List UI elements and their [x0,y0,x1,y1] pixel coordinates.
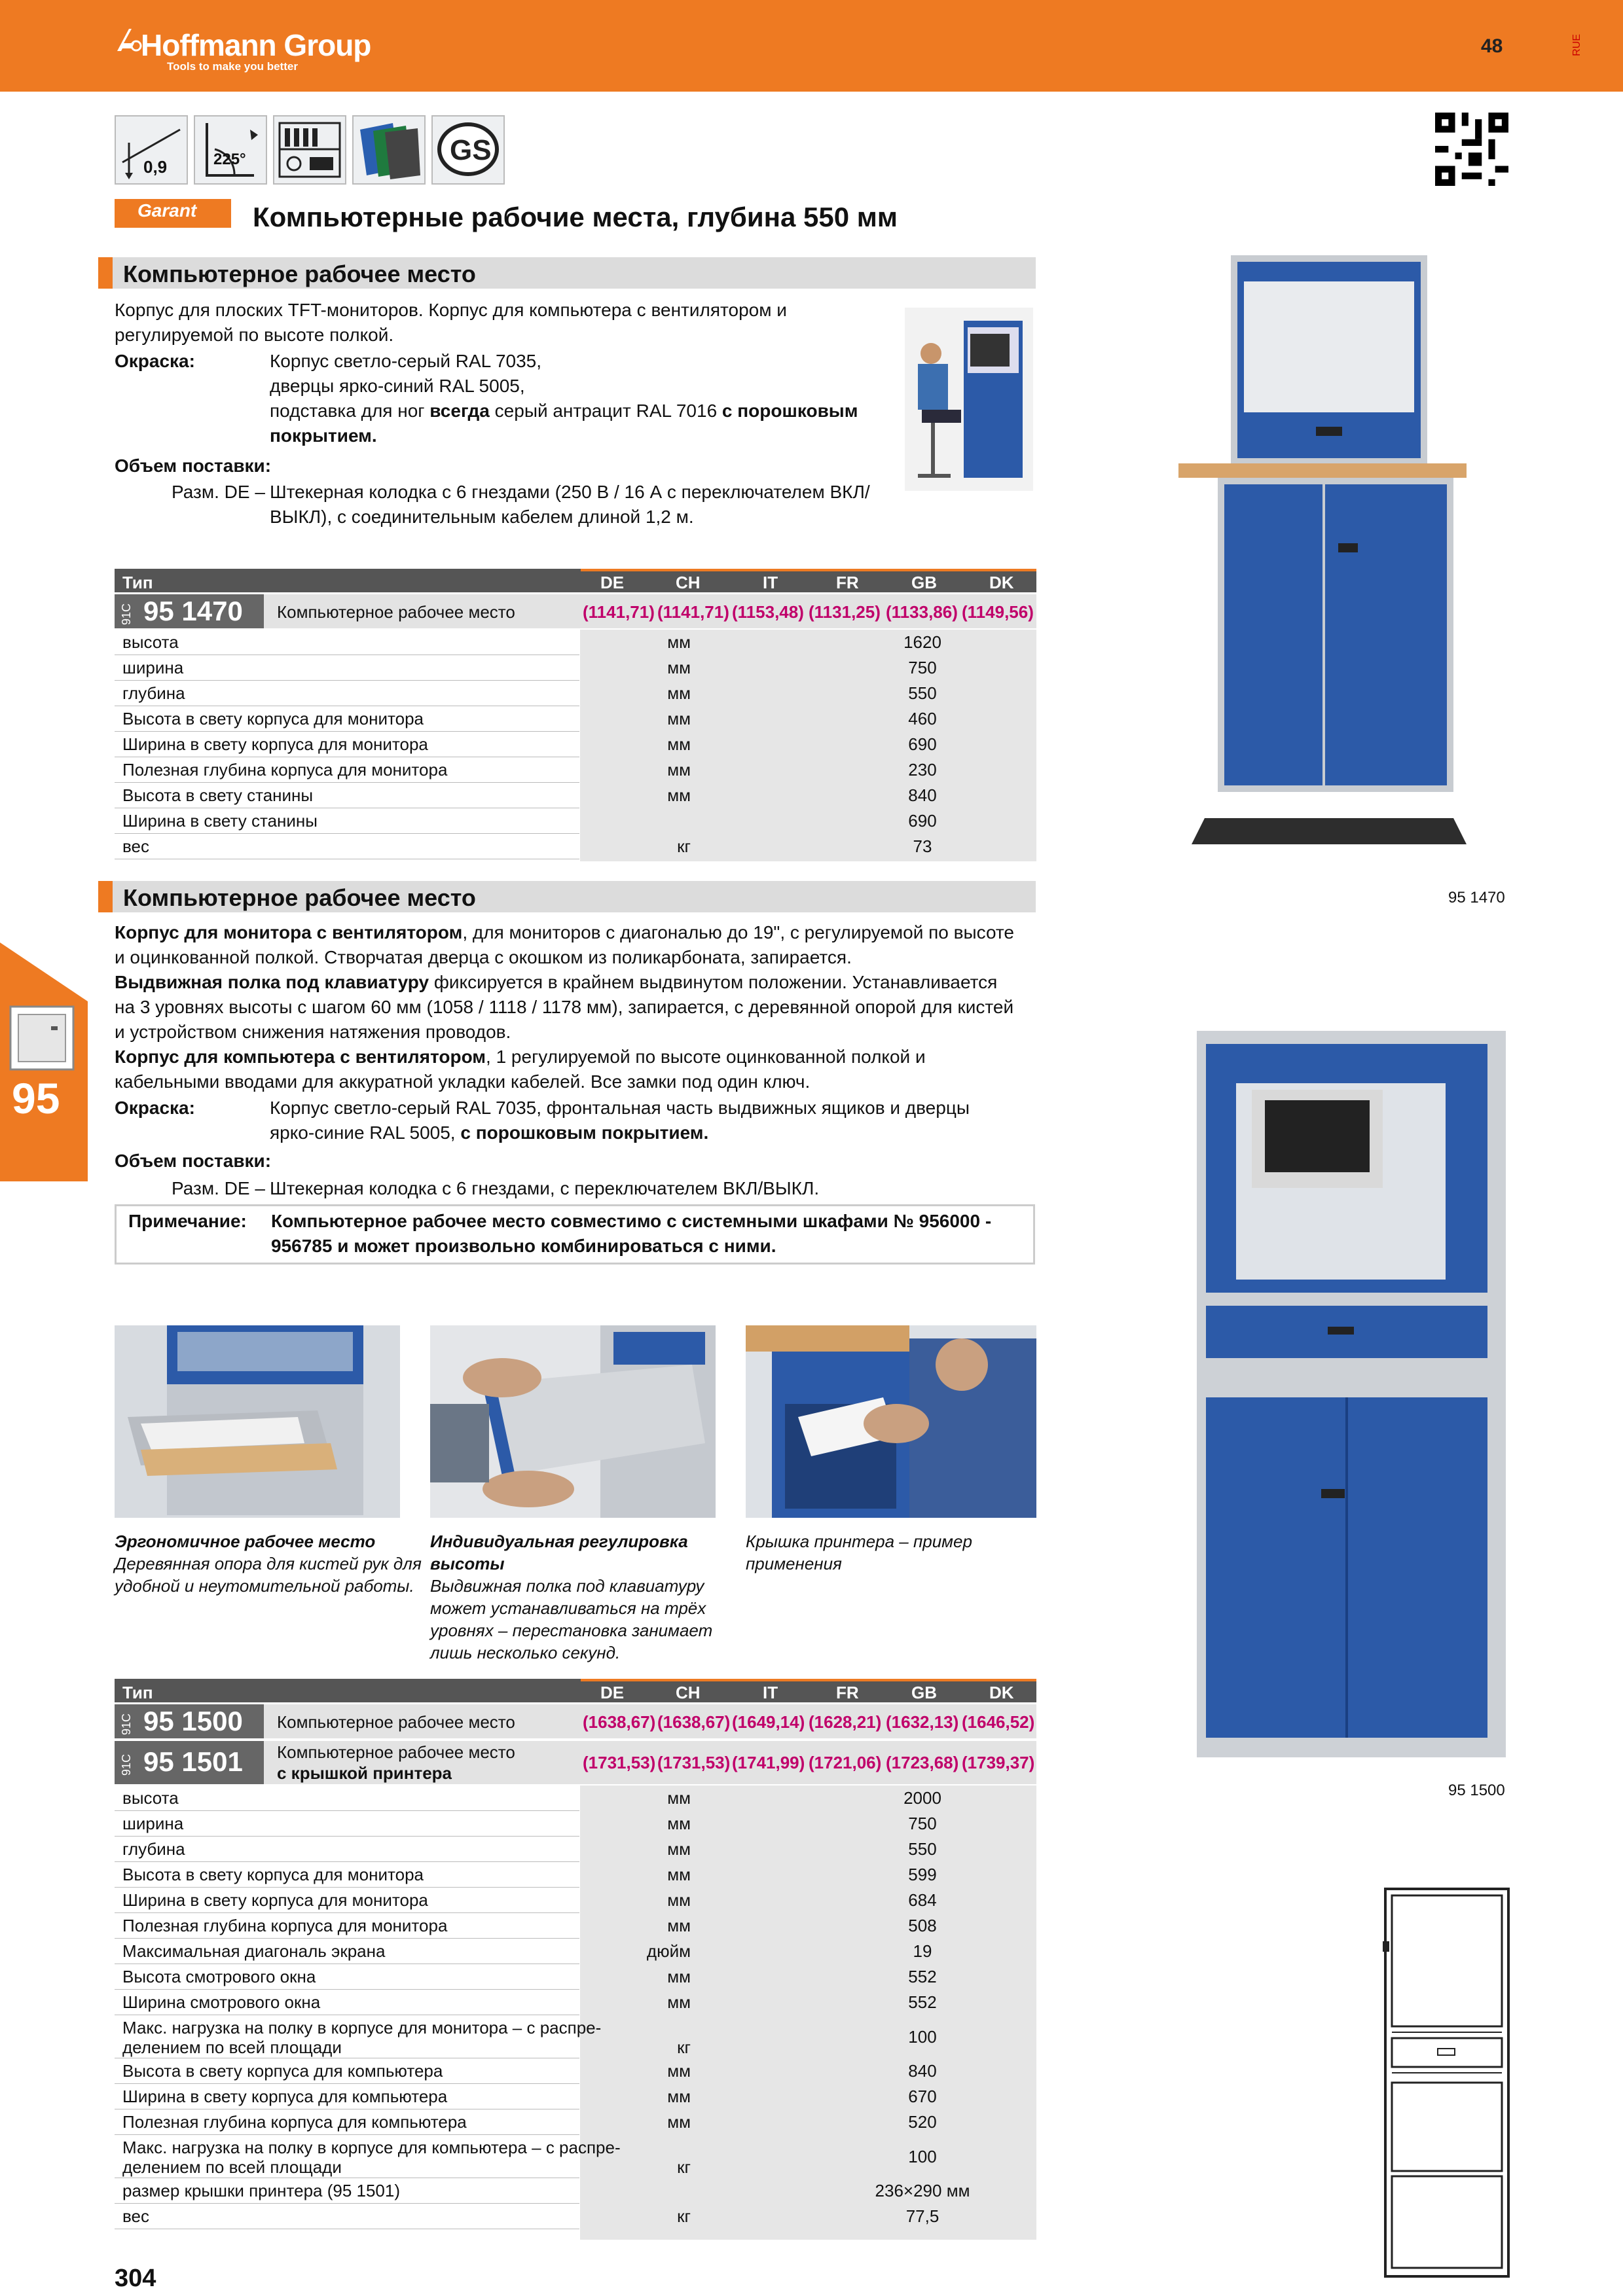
height-adjust-photo [430,1325,716,1518]
caption-title: Эргономичное рабочее место [115,1532,376,1551]
spec-unit: мм [667,760,691,780]
spec-value: 552 [908,1967,937,1986]
spec-value: 19 [913,1941,932,1961]
spec-name: Полезная глубина корпуса для компьютера [122,2112,467,2132]
caption-line: уровнях – перестановка занимает [430,1621,713,1640]
spec-name: ширина [122,658,184,677]
spec-row [115,1939,1036,1964]
description-line: Выдвижная полка под клавиатуру фиксируется в крайнем выдвинутом положении. Устанавливается [115,972,998,992]
paint-label: Окраска: [115,1098,195,1118]
ruler-slope-icon [115,115,188,185]
col-ch: CH [676,573,701,592]
price-fr: (1131,25) [809,602,881,622]
spec-unit: мм [667,1814,691,1833]
col-fr: FR [836,1683,859,1702]
spec-row [115,2204,1036,2229]
price-gb: (1133,86) [886,602,958,622]
supply-line: Штекерная колодка с 6 гнездами (250 В / 16 А с переключателем ВКЛ/ [270,482,870,502]
spec-row [115,834,1036,859]
caption-title: высоты [430,1554,505,1573]
item-number-cell: 91C 95 1501 [115,1741,264,1784]
color-swatches-icon [352,115,426,185]
spec-row [115,1913,1036,1939]
table-header [115,569,1036,592]
price-fr: (1721,06) [809,1753,882,1772]
price-dk: (1739,37) [962,1753,1035,1772]
spec-unit: мм [667,1916,691,1935]
spec-value: 236×290 мм [875,2181,970,2200]
spec-row [115,2058,1036,2084]
keyboard-tray-photo [115,1325,400,1518]
spec-row [115,808,1036,834]
brand-tagline: Tools to make you better [167,60,298,73]
section-heading-1 [98,257,1036,289]
col-de: DE [600,1683,625,1702]
image-label: 95 1470 [1448,889,1505,906]
spec-unit: мм [667,1890,691,1910]
paint-line: Корпус светло-серый RAL 7035, [270,351,542,371]
product-image-951500 [1197,1031,1506,1757]
cabinet-schematic-icon [1383,1886,1511,2279]
col-dk: DK [989,573,1014,592]
price-de: (1638,67) [583,1712,656,1732]
item-name-sub: с крышкой принтера [277,1763,452,1783]
description-line: и устройством снижения натяжения проводов. [115,1022,511,1042]
spec-unit: мм [667,658,691,677]
hoffmann-logo-icon [115,25,142,54]
caption-line: Выдвижная полка под клавиатуру [430,1576,704,1596]
supply-line: ВЫКЛ), с соединительным кабелем длиной 1,2 м. [270,507,694,527]
spec-unit: мм [667,734,691,754]
note-box [115,1204,1035,1265]
compartments-icon [273,115,346,185]
spec-name: вес [122,2206,149,2226]
description-line: Корпус для плоских TFT-мониторов. Корпус для компьютера с вентилятором и [115,300,787,320]
type-column-header: Тип [122,1683,153,1702]
brand-name[interactable]: Hoffmann Group [141,28,371,62]
catalog-page-number: 48 [1481,35,1503,57]
spec-unit: мм [667,1788,691,1808]
spec-row [115,2178,1036,2204]
caption-line: удобной и неутомительной работы. [115,1576,414,1596]
supply-prefix: Разм. DE – [172,482,265,502]
col-gb: GB [911,573,937,592]
price-it: (1649,14) [732,1712,805,1732]
price-gb: (1632,13) [886,1712,959,1732]
angle-value: 225° [213,151,246,168]
description-line: на 3 уровнях высоты с шагом 60 мм (1058 / 1118 / 1178 мм), запирается, с деревянной опорой для кистей [115,997,1014,1017]
spec-row [115,1837,1036,1862]
spec-name: Макс. нагрузка на полку в корпусе для монитора – с распре- [122,2018,602,2037]
spec-value: 552 [908,1992,937,2012]
item-name: Компьютерное рабочее место [277,1712,515,1732]
table-row[interactable] [115,1741,1036,1784]
caption-title: Индивидуальная регулировка [430,1532,688,1551]
caption-line: применения [746,1554,842,1573]
spec-value: 2000 [903,1788,941,1808]
price-it: (1741,99) [732,1753,805,1772]
spec-value: 684 [908,1890,937,1910]
spec-unit: кг [677,2206,691,2226]
paint-label: Окраска: [115,351,195,371]
spec-unit: дюйм [646,1941,691,1961]
spec-row [115,630,1036,655]
spec-unit: мм [667,1839,691,1859]
spec-value: 750 [908,1814,937,1833]
spec-row [115,2135,1036,2178]
price-fr: (1628,21) [809,1712,882,1732]
description-line: регулируемой по высоте полкой. [115,325,394,345]
spec-unit: мм [667,2061,691,2081]
spec-row [115,2015,1036,2058]
price-dk: (1646,52) [962,1712,1035,1732]
spec-name: высота [122,1788,179,1808]
item-number-cell: 91C 95 1470 [115,594,264,628]
col-dk: DK [989,1683,1014,1702]
price-ch: (1141,71) [657,602,729,622]
spec-name: ширина [122,1814,184,1833]
spec-name: Высота в свету корпуса для компьютера [122,2061,443,2081]
spec-row [115,706,1036,732]
product-image-951470 [1178,255,1480,870]
spec-row [115,2109,1036,2135]
table-row[interactable] [115,594,1036,628]
spec-unit: кг [677,2037,691,2057]
spec-unit: кг [677,836,691,856]
spec-unit: мм [667,2087,691,2106]
qr-code-icon[interactable] [1435,113,1508,186]
spec-row [115,1785,1036,1811]
spec-unit: мм [667,785,691,805]
spec-name: Ширина в свету станины [122,811,318,831]
garant-label: Garant [137,200,197,221]
spec-value: 750 [908,658,937,677]
spec-unit: мм [667,1992,691,2012]
chapter-tab[interactable] [0,942,88,1181]
col-it: IT [763,1683,778,1702]
spec-name: глубина [122,1839,185,1859]
item-number[interactable]: 95 1470 [143,596,243,626]
item-name: Компьютерное рабочее место [277,602,515,622]
spec-value: 690 [908,811,937,831]
spec-row [115,2084,1036,2109]
col-de: DE [600,573,625,592]
spec-unit: кг [677,2157,691,2177]
col-it: IT [763,573,778,592]
spec-unit: мм [667,709,691,728]
note-label: Примечание: [128,1211,247,1231]
note-line: Компьютерное рабочее место совместимо с системными шкафами № 956000 - [271,1211,992,1231]
price-ch: (1731,53) [657,1753,731,1772]
spec-name: Ширина смотрового окна [122,1992,321,2012]
spec-name: Полезная глубина корпуса для монитора [122,760,448,780]
spec-row [115,732,1036,757]
item-number-cell: 91C 95 1500 [115,1704,264,1738]
section-heading-2 [98,881,1036,912]
paint-line: подставка для ног всегда серый антрацит RAL 7016 с порошковым [270,401,858,421]
spec-value: 840 [908,785,937,805]
description-line: и оцинкованной полкой. Створчатая дверца с окошком из поликарбоната, запирается. [115,947,852,967]
image-label: 95 1500 [1448,1782,1505,1799]
spec-name: Ширина в свету корпуса для монитора [122,1890,428,1910]
paint-line: покрытием. [270,425,377,446]
spec-row [115,1964,1036,1990]
spec-name: Максимальная диагональ экрана [122,1941,386,1961]
spec-unit: мм [667,1865,691,1884]
spec-unit: мм [667,683,691,703]
spec-value: 690 [908,734,937,754]
printer-cover-photo [746,1325,1036,1518]
spec-name: Макс. нагрузка на полку в корпусе для компьютера – с распре- [122,2138,621,2157]
spec-name: Высота в свету корпуса для монитора [122,709,424,728]
spec-name-cont: делением по всей площади [122,2037,342,2057]
table-row[interactable] [115,1704,1036,1738]
workstation-photo [905,308,1033,491]
spec-name: Полезная глубина корпуса для монитора [122,1916,448,1935]
spec-value: 670 [908,2087,937,2106]
supply-line: Штекерная колодка с 6 гнездами, с переключателем ВКЛ/ВЫКЛ. [270,1178,820,1198]
spec-name: высота [122,632,179,652]
caption-line: лишь несколько секунд. [430,1643,621,1662]
spec-value: 230 [908,760,937,780]
spec-row [115,1990,1036,2015]
price-ch: (1638,67) [657,1712,731,1732]
spec-value: 73 [913,836,932,856]
spec-value: 520 [908,2112,937,2132]
price-dk: (1149,56) [962,602,1034,622]
description-line: Корпус для монитора с вентилятором, для мониторов с диагональю до 19", с регулируемой по высоте [115,922,1015,942]
spec-value: 1620 [903,632,941,652]
spec-value: 599 [908,1865,937,1884]
spec-value: 100 [908,2027,937,2047]
description-line: Корпус для компьютера с вентилятором, 1 регулируемой по высоте оцинкованной полкой и [115,1047,926,1067]
spec-name: Ширина в свету корпуса для компьютера [122,2087,448,2106]
paint-line: ярко-синие RAL 5005, с порошковым покрытием. [270,1122,709,1143]
spec-row [115,1862,1036,1888]
section-title: Компьютерное рабочее место [123,884,476,911]
item-name: Компьютерное рабочее место [277,1742,515,1762]
spec-row [115,757,1036,783]
spec-name-cont: делением по всей площади [122,2157,342,2177]
spec-row [115,681,1036,706]
spec-unit: мм [667,632,691,652]
paint-line: дверцы ярко-синий RAL 5005, [270,376,525,396]
description-line: кабельными вводами для аккуратной укладки кабелей. Все замки под один ключ. [115,1071,811,1092]
spec-name: Высота в свету корпуса для монитора [122,1865,424,1884]
page-number: 304 [115,2265,156,2292]
note-line: 956785 и может произвольно комбинироваться с ними. [271,1236,776,1256]
item-number[interactable]: 95 1500 [143,1706,243,1736]
price-de: (1141,71) [583,602,655,622]
caption-line: Крышка принтера – пример [746,1532,972,1551]
spec-row [115,1888,1036,1913]
page-title: Компьютерные рабочие места, глубина 550 мм [253,202,898,232]
col-fr: FR [836,573,859,592]
spec-row [115,655,1036,681]
spec-value: 77,5 [905,2206,939,2226]
spec-value: 550 [908,1839,937,1859]
spec-name: Высота смотрового окна [122,1967,316,1986]
price-it: (1153,48) [732,602,804,622]
table-header [115,1679,1036,1702]
spec-name: вес [122,836,149,856]
chapter-number: 95 [12,1074,60,1122]
spec-value: 100 [908,2147,937,2166]
spec-name: Ширина в свету корпуса для монитора [122,734,428,754]
caption-line: может устанавливаться на трёх [430,1598,706,1618]
gs-certified-icon [431,115,505,185]
spec-row [115,783,1036,808]
language-tag: RUE [1571,34,1582,56]
spec-value: 508 [908,1916,937,1935]
type-column-header: Тип [122,573,153,592]
spec-row [115,1811,1036,1837]
col-ch: CH [676,1683,701,1702]
spec-unit: мм [667,1967,691,1986]
price-de: (1731,53) [583,1753,656,1772]
section-title: Компьютерное рабочее место [123,260,476,287]
supply-prefix: Разм. DE – [172,1178,265,1198]
spec-value: 460 [908,709,937,728]
supply-label: Объем поставки: [115,456,272,476]
caption-line: Деревянная опора для кистей рук для [115,1554,422,1573]
door-angle-icon [194,115,267,185]
slope-value: 0,9 [143,157,168,177]
supply-label: Объем поставки: [115,1151,272,1171]
col-gb: GB [911,1683,937,1702]
paint-line: Корпус светло-серый RAL 7035, фронтальная часть выдвижных ящиков и дверцы [270,1098,970,1118]
item-number[interactable]: 95 1501 [143,1746,243,1777]
spec-name: Высота в свету станины [122,785,314,805]
price-gb: (1723,68) [886,1753,959,1772]
spec-unit: мм [667,2112,691,2132]
spec-value: 550 [908,683,937,703]
svg-text:GS: GS [450,134,492,166]
spec-name: размер крышки принтера (95 1501) [122,2181,401,2200]
spec-name: глубина [122,683,185,703]
spec-value: 840 [908,2061,937,2081]
